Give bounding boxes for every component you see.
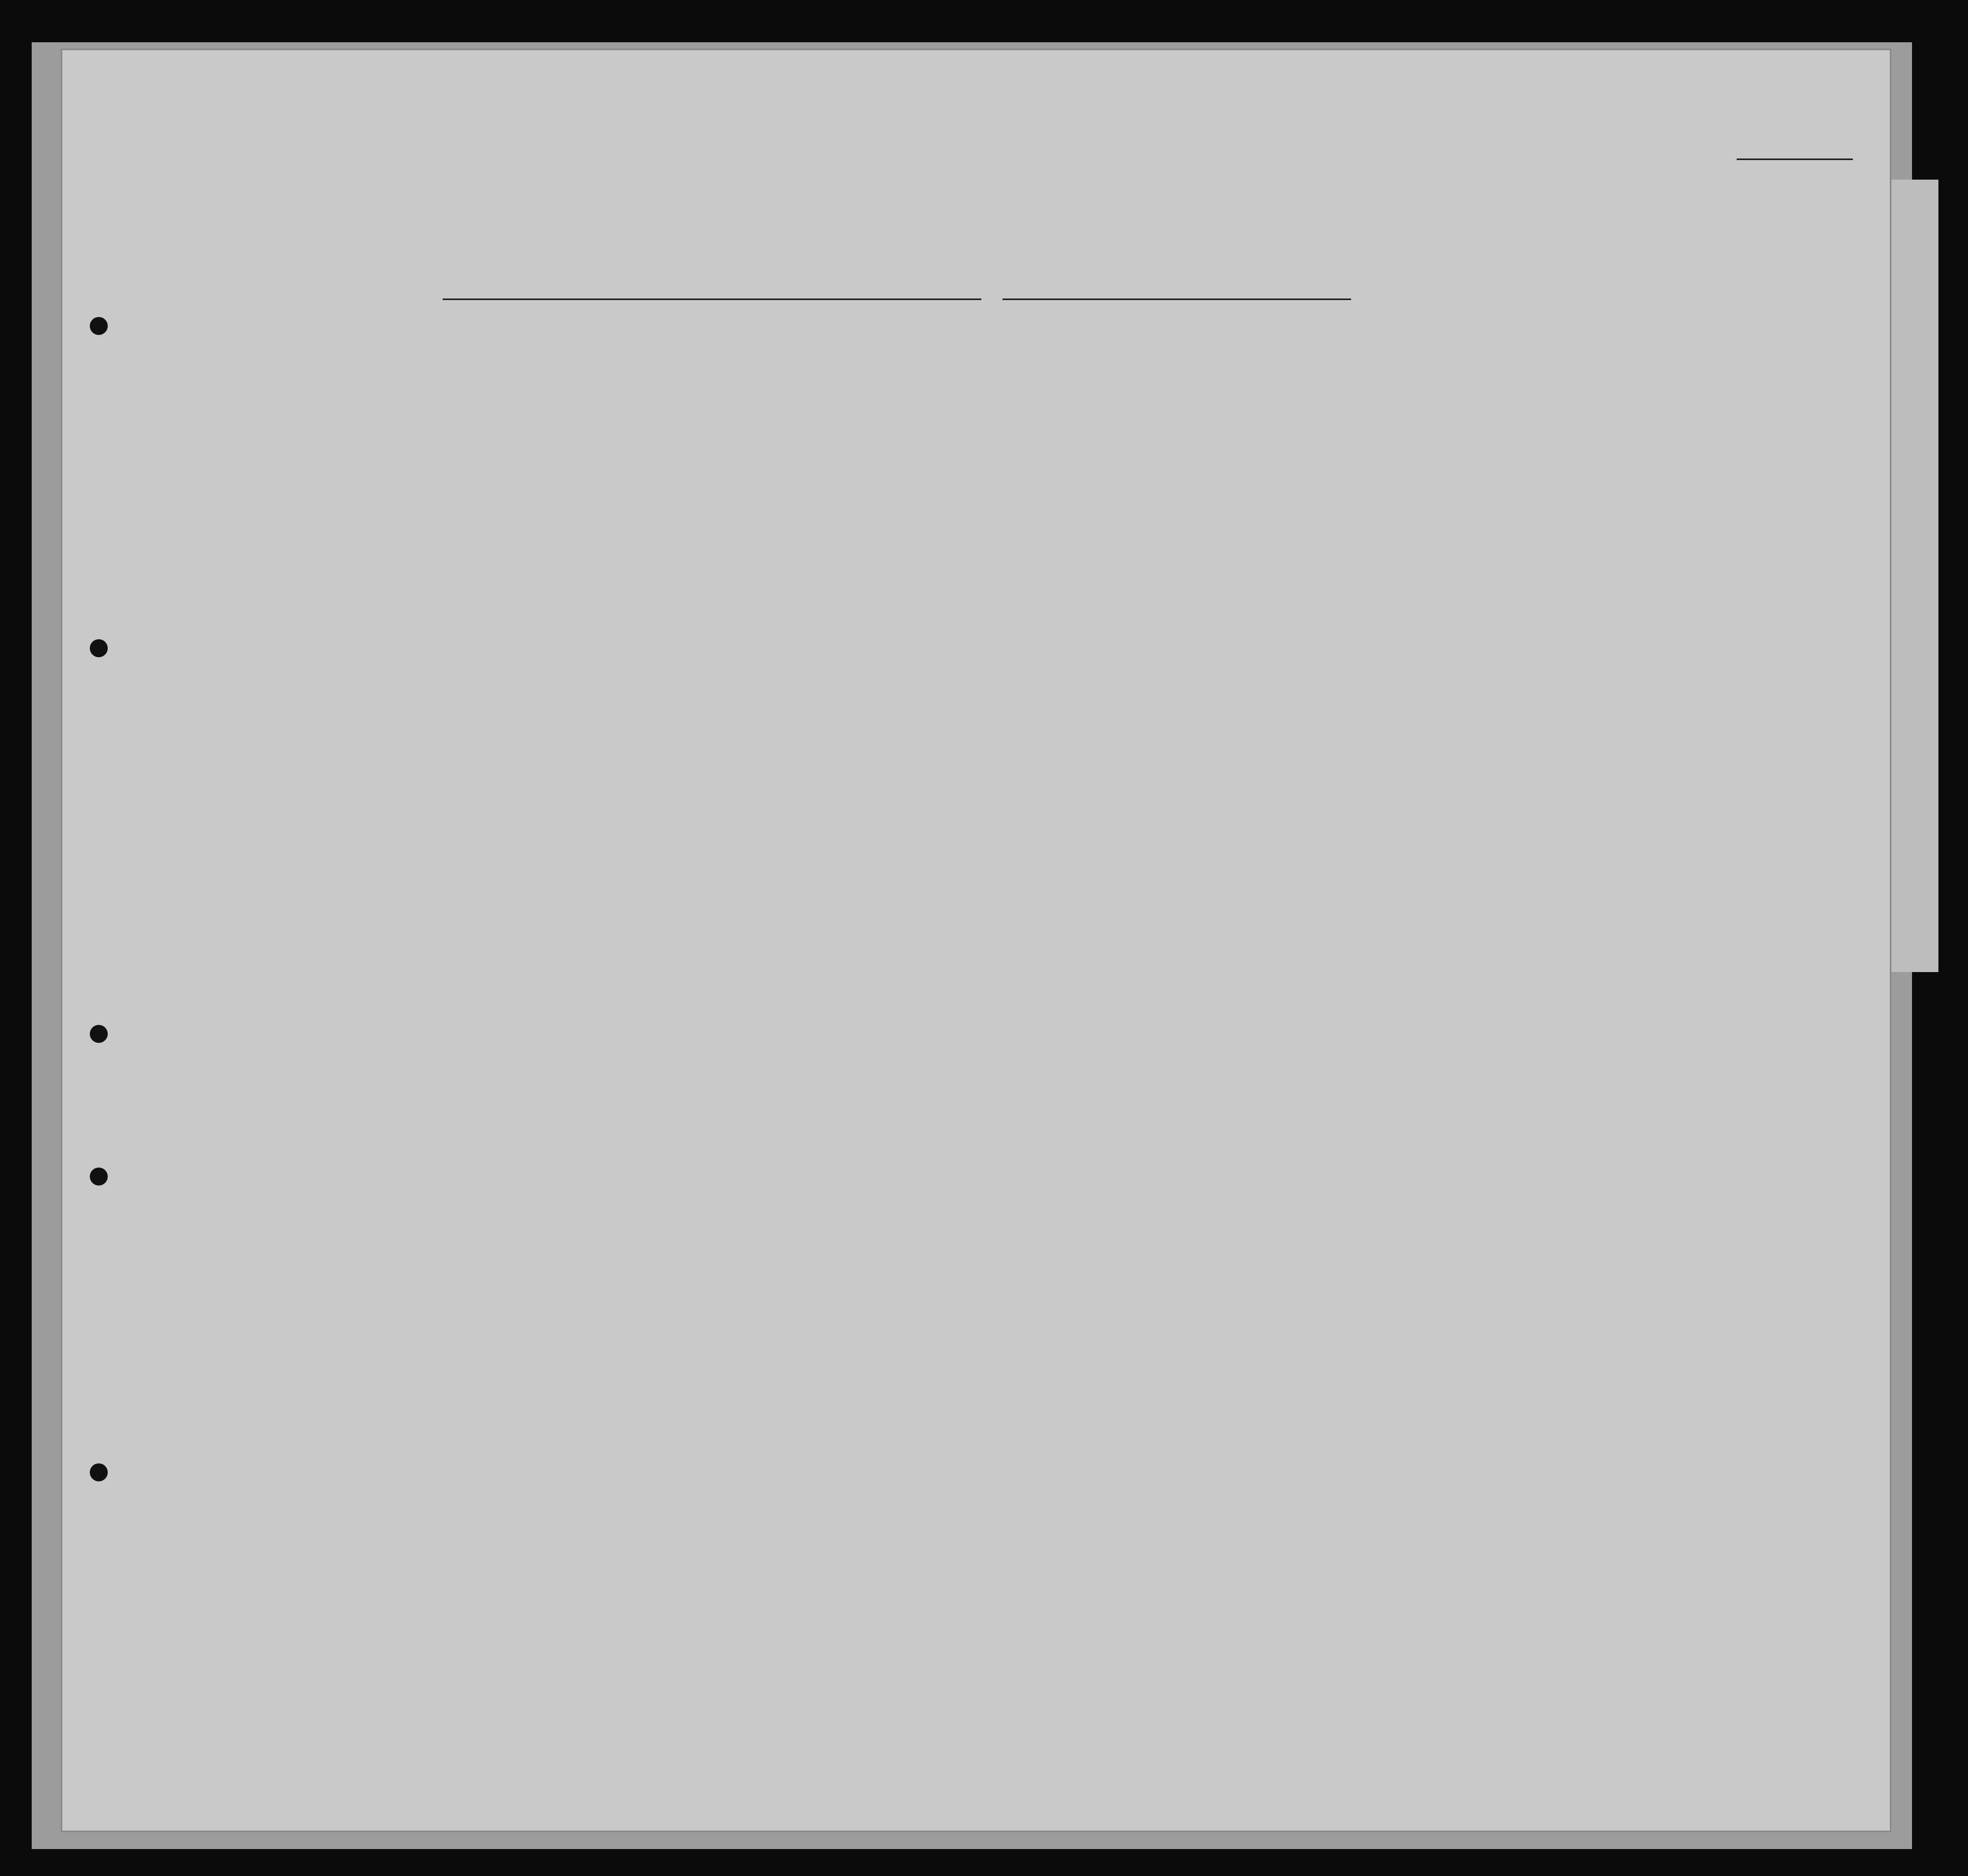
binder-hole xyxy=(90,1025,108,1043)
manifest-sheet xyxy=(62,50,1890,1831)
binder-hole xyxy=(90,1463,108,1481)
binder-hole xyxy=(90,639,108,657)
manifest-table xyxy=(62,325,1890,1683)
binder-hole xyxy=(90,317,108,335)
binder-hole xyxy=(90,1168,108,1186)
date-underline xyxy=(1002,298,1351,300)
list-underline xyxy=(1737,158,1853,160)
port-underline xyxy=(443,298,981,300)
